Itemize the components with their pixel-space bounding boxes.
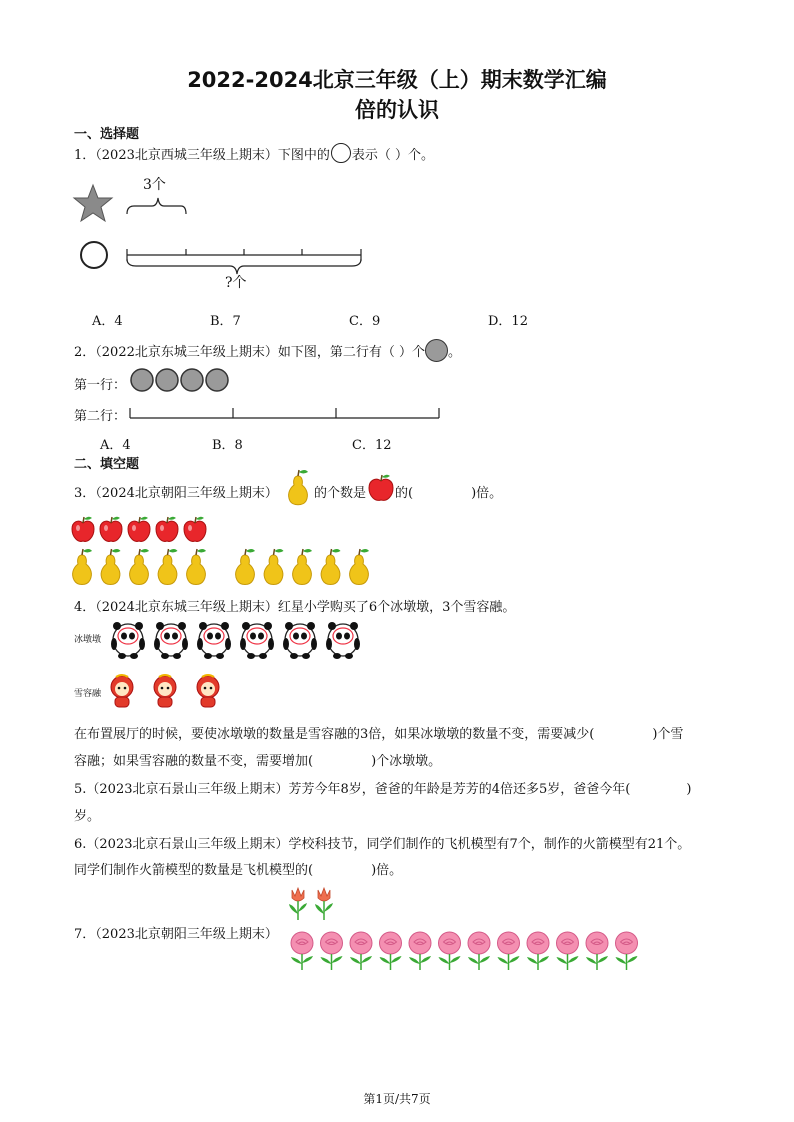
brace-bottom-label: ?个 — [225, 275, 247, 291]
pear-icon — [283, 468, 313, 508]
question-1 — [74, 143, 434, 163]
gray-ball-icon — [425, 339, 448, 362]
rose-icon — [321, 932, 343, 970]
rose-icon — [586, 932, 608, 970]
rose-icon — [468, 932, 490, 970]
q2-option-b[interactable]: B．8 — [212, 438, 243, 453]
pear-icon — [293, 549, 312, 585]
rose-icon — [291, 932, 313, 970]
pears-row — [68, 546, 378, 590]
gray-ball-icon — [131, 369, 153, 391]
row1-balls — [128, 367, 238, 395]
pear-icon — [158, 549, 177, 585]
question-4-line2 — [74, 750, 441, 769]
question-5-line1-a: 5.（2023北京石景山三年级上期末）芳芳今年8岁，爸爸的年龄是芳芳的4倍还多5岁，爸爸今年( — [74, 782, 631, 797]
gray-ball-icon — [181, 369, 203, 391]
apple-icon — [72, 517, 94, 542]
bingdundun-icon — [240, 622, 274, 659]
apple-icon — [100, 517, 122, 542]
xuerongrong-icon — [197, 675, 219, 707]
pear-icon — [101, 549, 120, 585]
row2-segment — [128, 404, 443, 422]
rose-icon — [498, 932, 520, 970]
rose-icon — [557, 932, 579, 970]
xrr-label: 雪容融 — [74, 689, 102, 699]
q2-option-c[interactable]: C．12 — [352, 438, 392, 453]
rose-icon — [527, 932, 549, 970]
xuerongrong-row — [106, 674, 236, 712]
apple-icon — [128, 517, 150, 542]
rose-icon — [380, 932, 402, 970]
page-footer: 第1页/共7页 — [363, 1092, 431, 1106]
q2-option-a[interactable]: A．4 — [100, 438, 131, 453]
bingdundun-icon — [326, 622, 360, 659]
tulip-icon — [315, 888, 333, 920]
row1-label: 第一行： — [74, 378, 127, 393]
question-3-text-pre: 3．（2024北京朝阳三年级上期末） — [74, 486, 278, 501]
star-icon — [74, 185, 112, 221]
page-title: 2022-2024北京三年级（上）期末数学汇编 — [187, 68, 607, 92]
rose-icon — [409, 932, 431, 970]
pear-icon — [350, 549, 369, 585]
bingdundun-icon — [154, 622, 188, 659]
bingdundun-icon — [111, 622, 145, 659]
pear-icon — [264, 549, 283, 585]
q1-option-d[interactable]: D．12 — [488, 314, 528, 329]
question-3-text-mid: 的个数是 — [314, 486, 367, 501]
apple-icon — [156, 517, 178, 542]
question-5-line1-b: ) — [686, 782, 692, 797]
q1-option-a[interactable]: A．4 — [92, 314, 123, 329]
question-4-line2-b: )个冰墩墩。 — [371, 754, 442, 769]
question-3-text-post — [395, 482, 502, 501]
question-2-text: 2．（2022北京东城三年级上期末）如下图，第二行有（ ）个 — [74, 345, 425, 360]
question-1-text-pre: 1．（2023北京西城三年级上期末）下图中的 — [74, 148, 330, 163]
question-6-line2-a: 同学们制作火箭模型的数量是飞机模型的( — [74, 863, 314, 878]
question-3-blank-close: )倍。 — [471, 486, 503, 501]
tulip-icon — [289, 888, 307, 920]
rose-icon — [350, 932, 372, 970]
bingdundun-row — [110, 618, 370, 662]
gray-ball-icon — [206, 369, 228, 391]
q1-option-c[interactable]: C．9 — [349, 314, 381, 329]
row2-label: 第二行： — [74, 409, 127, 424]
brace-top-label: 3个 — [143, 177, 166, 193]
question-4-line1 — [74, 723, 683, 742]
question-2: 2．（2022北京东城三年级上期末）如下图，第二行有（ ）个 。 — [74, 339, 461, 362]
bdd-label: 冰墩墩 — [74, 635, 102, 645]
bingdundun-icon — [197, 622, 231, 659]
pear-icon — [321, 549, 340, 585]
gray-ball-icon — [156, 369, 178, 391]
xuerongrong-icon — [111, 675, 133, 707]
apples-row — [70, 514, 220, 546]
xuerongrong-icon — [154, 675, 176, 707]
roses-row — [288, 930, 648, 974]
rose-icon — [616, 932, 638, 970]
apple-icon — [367, 472, 395, 504]
circle-icon — [331, 143, 351, 163]
question-6-line1: 6.（2023北京石景山三年级上期末）学校科技节，同学们制作的飞机模型有7个，制作的火箭模型有21个。 — [74, 837, 691, 852]
rose-icon — [439, 932, 461, 970]
q1-option-b[interactable]: B．7 — [210, 314, 241, 329]
question-7-text: 7．（2023北京朝阳三年级上期末） — [74, 927, 278, 942]
page-subtitle: 倍的认识 — [355, 98, 439, 122]
question-4-line1-a: 在布置展厅的时候，要使冰墩墩的数量是雪容融的3倍，如果冰墩墩的数量不变，需要减少( — [74, 727, 595, 742]
question-4-line1-b: )个雪 — [652, 727, 684, 742]
tulips-row — [286, 886, 356, 922]
question-5-line2: 岁。 — [74, 809, 101, 824]
question-4-line2-a: 容融；如果雪容融的数量不变，需要增加( — [74, 754, 314, 769]
circle-icon — [81, 242, 107, 268]
bingdundun-icon — [283, 622, 317, 659]
pear-icon — [130, 549, 149, 585]
section-heading: 一、选择题 — [74, 127, 140, 142]
question-6-line2 — [74, 859, 402, 878]
apple-icon — [184, 517, 206, 542]
question-5-line1 — [74, 778, 691, 797]
top-brace — [127, 198, 186, 214]
question-3-blank-open: 的( — [395, 486, 414, 501]
question-1-text-post: 表示（ ）个。 — [351, 148, 434, 163]
pear-icon — [73, 549, 92, 585]
question-4-text: 4．（2024北京东城三年级上期末）红星小学购买了6个冰墩墩，3个雪容融。 — [74, 600, 516, 615]
question-6-line2-b: )倍。 — [371, 863, 403, 878]
section-heading: 二、填空题 — [74, 457, 140, 472]
q1-diagram — [70, 170, 370, 295]
pear-icon — [236, 549, 255, 585]
pear-icon — [187, 549, 206, 585]
